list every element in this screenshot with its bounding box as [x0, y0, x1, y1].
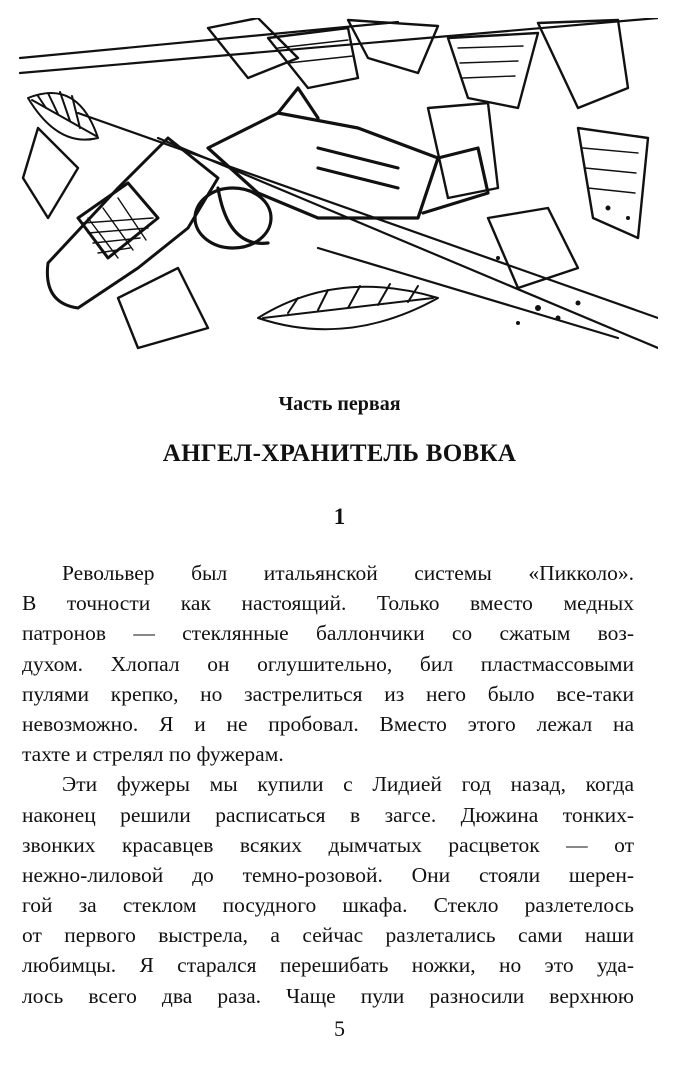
text-line: звонких красавцев всяких дымчатых расцветок — от [22, 832, 634, 857]
text-line: Эти фужеры мы купили с Лидией год назад, когда [62, 772, 634, 797]
text-line: тахте и стрелял по фужерам. [22, 742, 284, 767]
text-line: гой за стеклом посудного шкафа. Стекло разлетелось [22, 893, 634, 918]
chapter-number: 1 [333, 504, 346, 529]
chapter-title: АНГЕЛ-ХРАНИТЕЛЬ ВОВКА [162, 440, 517, 467]
page-number: 5 [334, 1016, 345, 1041]
body-text [22, 558, 634, 1011]
text-line: нежно-лиловой до темно-розовой. Они стояли шерен- [22, 862, 634, 887]
text-line: любимцы. Я старался перешибать ножки, но это уда- [22, 953, 634, 978]
text-line: наконец решили расписаться в загсе. Дюжина тонких- [22, 802, 634, 827]
text-line: пулями крепко, но застрелиться из него было все-таки [22, 681, 634, 706]
revolver-illustration [18, 18, 658, 353]
part-heading: Часть первая [278, 393, 401, 415]
text-line: В точности как настоящий. Только вместо медных [22, 591, 634, 616]
text-line: лось всего два раза. Чаще пули разносили верхнюю [22, 983, 634, 1008]
text-line: патронов — стеклянные баллончики со сжатым воз- [22, 621, 634, 646]
text-line: от первого выстрела, а сейчас разлетались сами наши [22, 923, 634, 948]
text-line: духом. Хлопал он оглушительно, бил пластмассовыми [22, 651, 634, 676]
text-line: Револьвер был итальянской системы «Пикколо». [62, 561, 634, 585]
text-line: невозможно. Я и не пробовал. Вместо этого лежал на [22, 711, 634, 736]
